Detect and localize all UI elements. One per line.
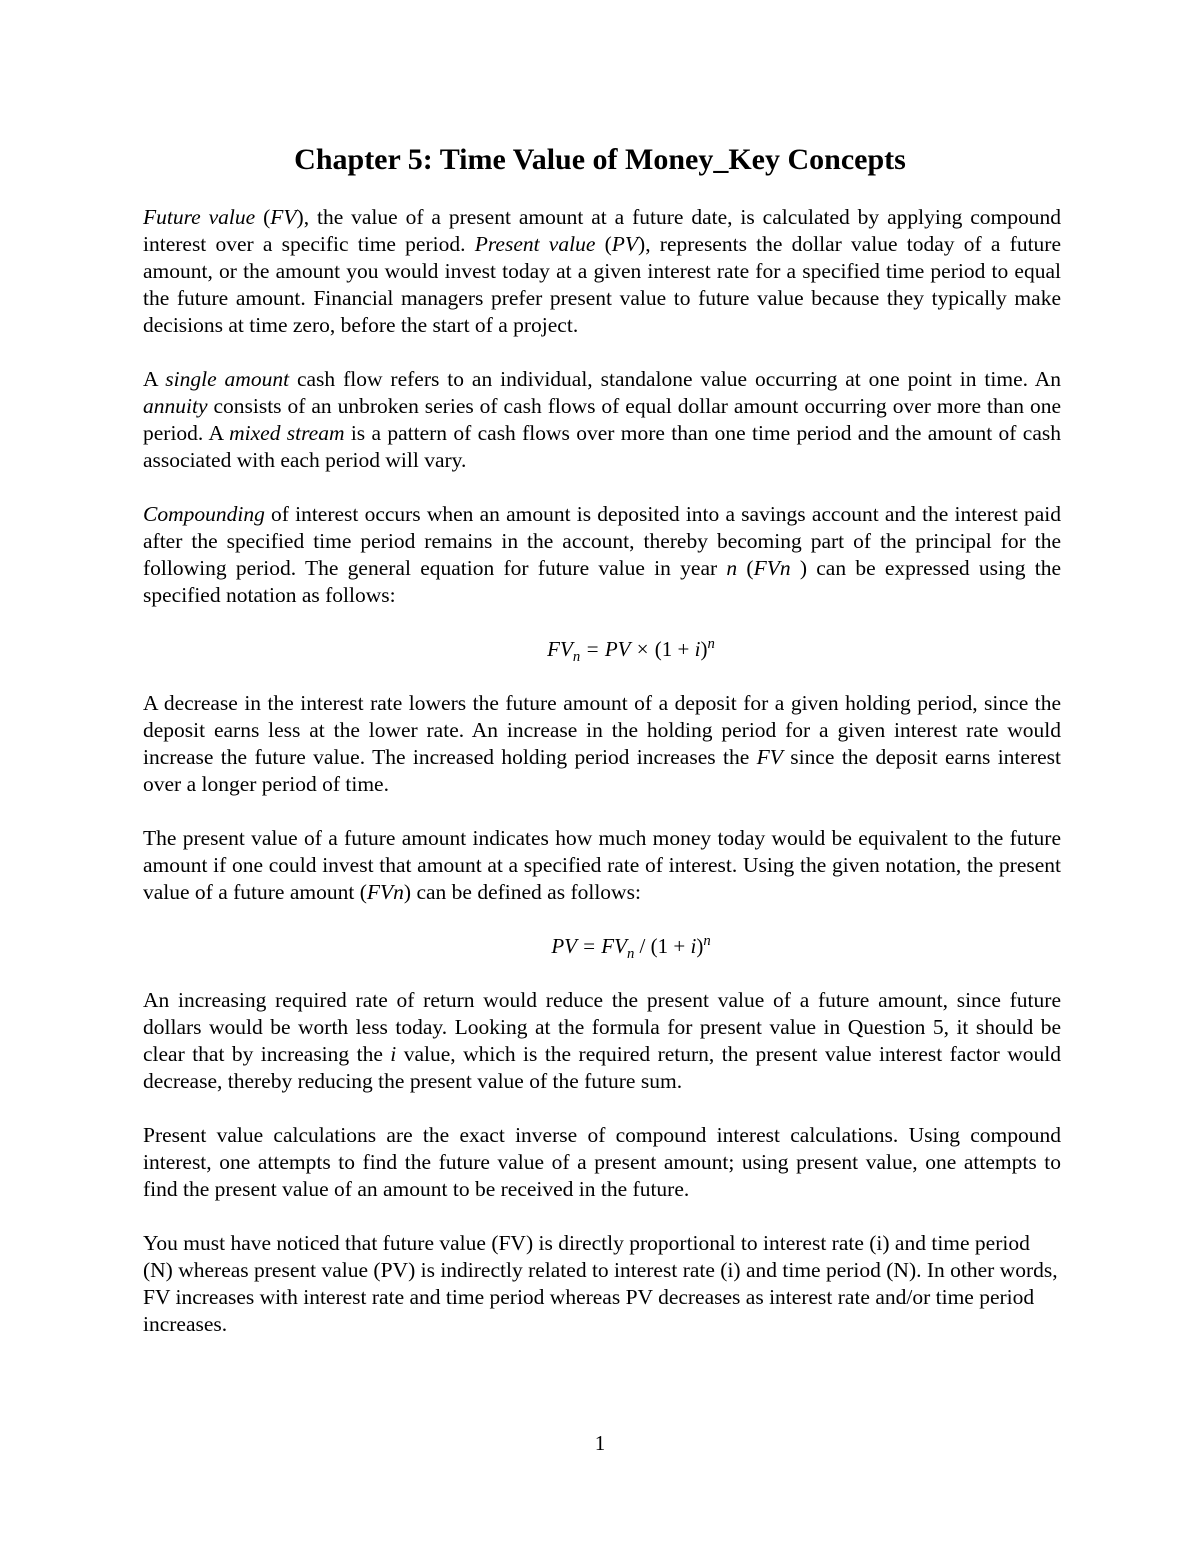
paragraph-proportionality: You must have noticed that future value (FV) is directly proportional to interest rate (i) and time period (N) whereas present value (PV) is indirectly related to interest rate (i) and time period (N). In other words, FV increases with interest rate and time period whereas PV decreases as interest rate and/or time period increases. <box>143 1231 1058 1336</box>
paragraph-future-present-value: Future value (FV), the value of a present amount at a future date, is calculated by applying compound interest over a specific time period. Present value (PV), represents the dollar value today of a future amount, or the amount you would invest today at a given interest rate for a specified time period to equal the future amount. Financial managers prefer present value to future value because they typically make decisions at time zero, before the start of a project. <box>143 205 1061 337</box>
paragraph-present-value-definition: The present value of a future amount indicates how much money today would be equivalent to the future amount if one could invest that amount at a specified rate of interest. Using the given notation, the present value of a future amount (FVn) can be defined as follows: <box>143 826 1061 904</box>
term-single-amount: single amount <box>165 367 290 391</box>
formula-present-value: PV = $FV_n / (1 + i)^n$ <box>551 933 711 963</box>
term-mixed-stream: mixed stream <box>229 421 345 445</box>
abbr-pv: PV <box>611 232 639 256</box>
paragraph-inverse-calculations: Present value calculations are the exact inverse of compound interest calculations. Using compound interest, one attempts to find the future value of a present amount; using present value, one attempts to find the present value of an amount to be received in the future. <box>143 1123 1061 1201</box>
term-compounding: Compounding <box>143 502 265 526</box>
abbr-fv: FV <box>270 205 297 229</box>
term-future-value: Future value <box>143 205 256 229</box>
page-title: Chapter 5: Time Value of Money_Key Concepts <box>294 143 906 176</box>
paragraph-compounding: Compounding of interest occurs when an amount is deposited into a savings account and the interest paid after the specified time period remains in the account, thereby becoming part of the principal for the following period. The general equation for future value in year n (FVn ) can be expressed using the specified notation as follows: <box>143 502 1062 607</box>
term-present-value: Present value <box>474 232 596 256</box>
paragraph-required-return: An increasing required rate of return would reduce the present value of a future amount, since future dollars would be worth less today. Looking at the formula for present value in Question 5, it should be clear that by increasing the i value, which is the required return, the present value interest factor would decrease, thereby reducing the present value of the future sum. <box>143 988 1061 1093</box>
page-number: 1 <box>594 1431 606 1455</box>
term-annuity: annuity <box>143 394 208 418</box>
paragraph-cash-flow-types: A single amount cash flow refers to an individual, standalone value occurring at one point in time. An annuity consists of an unbroken series of cash flows of equal dollar amount occurring over more than one period. A mixed stream is a pattern of cash flows over more than one time period and the amount of cash associated with each period will vary. <box>143 367 1061 472</box>
document-body <box>143 204 1061 1365</box>
formula-future-value: $FV_n$ = PV × $(1 + i)^n$ <box>547 636 715 666</box>
paragraph-interest-rate-effect: A decrease in the interest rate lowers the future amount of a deposit for a given holding period, since the deposit earns less at the lower rate. An increase in the holding period for a given interest rate would increase the future value. The increased holding period increases the FV since the deposit earns interest over a longer period of time. <box>143 691 1061 796</box>
